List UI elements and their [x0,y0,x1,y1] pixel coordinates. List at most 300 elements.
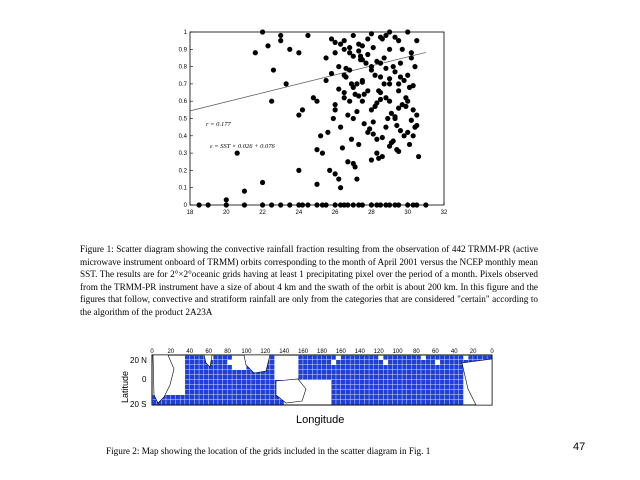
grid-cell [416,380,420,385]
grid-cell [379,385,383,390]
grid-cell [218,400,222,405]
grid-cell [246,380,250,385]
grid-cell [218,395,222,400]
grid-cell [355,380,359,385]
data-point [354,109,359,114]
grid-cell [327,355,331,360]
grid-cell [421,390,425,395]
grid-cell [454,370,458,375]
grid-cell [322,360,326,365]
grid-cell [355,390,359,395]
grid-cell [393,400,397,405]
data-point [369,157,374,162]
grid-cell [341,370,345,375]
grid-cell [195,400,199,405]
data-point [394,123,399,128]
grid-cell [407,360,411,365]
grid-cell [407,395,411,400]
grid-cell [459,385,463,390]
grid-cell [383,370,387,375]
grid-cell [317,365,321,370]
data-point [271,67,276,72]
grid-cell [218,380,222,385]
grid-cell [454,385,458,390]
data-point [414,112,419,117]
y-tick-label: 0.2 [178,168,187,175]
grid-cell [369,385,373,390]
grid-cell [303,370,307,375]
data-point [242,202,247,207]
grid-cell [407,380,411,385]
grid-cell [426,385,430,390]
grid-cell [416,365,420,370]
data-point [296,112,301,117]
data-point [305,202,310,207]
grid-cell [421,400,425,405]
data-point [409,118,414,123]
grid-cell [313,375,317,380]
grid-cell [388,365,392,370]
grid-cell [350,355,354,360]
lon-tick-label: 120 [260,349,271,355]
grid-cell [180,395,184,400]
data-point [314,182,319,187]
grid-cell [256,375,260,380]
grid-cell [402,375,406,380]
data-point [398,61,403,66]
figure-2-caption: Figure 2: Map showing the location of the grids included in the scatter diagram in Fig. 1 [106,446,431,456]
grid-cell [440,355,444,360]
grid-cell [270,375,274,380]
grid-cell [355,395,359,400]
grid-cell [398,395,402,400]
data-point [351,161,356,166]
grid-cell [435,400,439,405]
grid-cell [412,380,416,385]
annotation-fit-equation: ε = SST × 0.026 + 0.076 [210,143,275,150]
grid-cell [213,360,217,365]
grid-cell [365,380,369,385]
grid-cell [369,380,373,385]
grid-cell [365,375,369,380]
grid-cell [416,390,420,395]
grid-cell [327,365,331,370]
data-point [371,119,376,124]
grid-cell [435,375,439,380]
grid-cell [346,365,350,370]
data-point [409,55,414,60]
grid-cell [185,365,189,370]
grid-cell [435,390,439,395]
y-tick-label: 0.1 [178,185,187,192]
grid-cell [369,395,373,400]
grid-cell [270,355,274,360]
grid-cell [388,375,392,380]
data-point [347,45,352,50]
y-tick-label: 1 [183,30,187,36]
data-point [318,133,323,138]
data-point [369,202,374,207]
data-point [391,64,396,69]
data-point [345,159,350,164]
grid-cell [388,385,392,390]
page-number: 47 [573,441,586,453]
grid-cell [379,400,383,405]
grid-cell [223,375,227,380]
lon-tick-label: 160 [298,349,309,355]
grid-cell [185,380,189,385]
grid-cell [402,355,406,360]
grid-cell [213,395,217,400]
data-point [398,128,403,133]
grid-cell [322,355,326,360]
grid-cell [218,375,222,380]
grid-cell [223,400,227,405]
data-point [329,71,334,76]
grid-cell [350,395,354,400]
grid-cell [398,380,402,385]
grid-cell [369,390,373,395]
grid-cell [218,385,222,390]
grid-cell [256,390,260,395]
grid-cell [445,385,449,390]
grid-cell [450,360,454,365]
grid-cell [388,355,392,360]
grid-cell [421,360,425,365]
grid-cell [251,395,255,400]
scatter-points [196,29,428,207]
grid-cell [185,390,189,395]
grid-cell [213,355,217,360]
data-point [387,47,392,52]
data-point [342,95,347,100]
x-tick-label: 18 [186,210,194,216]
grid-cell [190,390,194,395]
x-tick-label: 28 [368,210,375,216]
grid-cell [388,370,392,375]
grid-cell [251,380,255,385]
grid-cell [204,390,208,395]
plot-frame [190,32,444,205]
grid-cell [261,385,265,390]
grid-cell [237,375,241,380]
grid-cell [445,375,449,380]
data-point [333,102,338,107]
grid-cell [204,385,208,390]
data-point [387,81,392,86]
grid-cell [256,380,260,385]
grid-cell [412,365,416,370]
grid-cell [412,400,416,405]
data-point [296,168,301,173]
data-point [338,202,343,207]
grid-cell [374,380,378,385]
data-point [392,114,397,119]
data-point [349,81,354,86]
grid-cell [336,360,340,365]
data-point [323,55,328,60]
grid-cell [431,360,435,365]
data-point [356,48,361,53]
grid-cell [440,360,444,365]
grid-cell [317,375,321,380]
grid-cell [398,385,402,390]
grid-cell [374,395,378,400]
grid-cell [232,370,236,375]
grid-cell [383,365,387,370]
data-point [342,73,347,78]
data-point [392,35,397,40]
data-point [374,59,379,64]
grid-cell [331,380,335,385]
grid-cell [374,365,378,370]
lon-tick-label: 60 [431,349,439,355]
grid-cell [402,385,406,390]
grid-cell [454,395,458,400]
grid-cell [246,370,250,375]
grid-cell [383,375,387,380]
x-tick-label: 20 [222,210,230,216]
grid-cell [398,365,402,370]
grid-cell [355,375,359,380]
y-tick-label: 0.3 [178,151,187,158]
grid-cell [393,355,397,360]
grid-cell [270,400,274,405]
grid-cell [350,385,354,390]
grid-cell [346,370,350,375]
grid-cell [478,355,482,360]
data-point [356,142,361,147]
grid-cell [350,375,354,380]
y-tick-label: 0.9 [178,47,187,54]
grid-cell [237,370,241,375]
data-point [320,151,325,156]
grid-cell [228,390,232,395]
data-point [320,202,325,207]
grid-cell [421,380,425,385]
grid-cell [308,365,312,370]
grid-cell [185,360,189,365]
grid-cell [199,390,203,395]
grid-cell [265,380,269,385]
x-tick-label: 22 [259,210,266,216]
grid-cell [195,360,199,365]
data-point [405,29,410,34]
grid-cell [251,385,255,390]
data-point [391,138,396,143]
x-tick-label: 32 [440,210,448,216]
grid-cell [435,365,439,370]
grid-cell [185,385,189,390]
figure-1-caption: Figure 1: Scatter diagram showing the convective rainfall fraction resulting from the observation of 442 TRMM-PR (active microwave instrument onboard of TRMM) orbits corresponding to the month of April 2001 versus the NCEP monthly mean SST. The results are for 2°×2°oceanic grids having at least 1 precipitating pixel over the period of a month. Pixels observed from the TRMM-PR instrument have a size of about 4 km and the swath of the orbit is about 200 km. In this figure and the figures that follow, convective and stratiform rainfall are only from the categories that are considered "certain" according to the algorithm of the product 2A23A [80,244,538,317]
grid-cell [261,395,265,400]
data-point [411,133,416,138]
grid-cell [218,365,222,370]
grid-cell [195,385,199,390]
grid-cell [374,375,378,380]
grid-cell [336,385,340,390]
data-point [354,176,359,181]
data-point [314,147,319,152]
data-point [224,197,229,202]
grid-cell [450,380,454,385]
grid-cell [421,375,425,380]
grid-cell [275,400,279,405]
grid-cell [303,375,307,380]
data-point [387,144,392,149]
data-point [336,86,341,91]
grid-cell [213,400,217,405]
grid-cell [426,370,430,375]
grid-cell [450,375,454,380]
grid-cell [360,370,364,375]
grid-cell [459,380,463,385]
lon-tick-label: 120 [373,349,384,355]
lon-tick-label: 160 [335,349,346,355]
grid-cell [459,390,463,395]
grid-cell [431,385,435,390]
grid-cell [426,400,430,405]
data-point [396,106,401,111]
grid-cell [331,355,335,360]
grid-cell [270,395,274,400]
grid-cell [346,400,350,405]
data-point [394,147,399,152]
data-point [380,36,385,41]
grid-cell [246,390,250,395]
grid-cell [369,400,373,405]
data-point [296,50,301,55]
longitude-tick-labels [150,349,494,355]
grid-cell [152,400,156,405]
data-point [311,95,316,100]
map-x-axis-label: Longitude [296,414,345,426]
grid-cell [445,360,449,365]
data-point [340,145,345,150]
grid-cell [355,400,359,405]
grid-cell [298,365,302,370]
grid-cell [256,385,260,390]
grid-cell [199,370,203,375]
data-point [360,80,365,85]
grid-cell [369,375,373,380]
grid-cell [161,400,165,405]
grid-cell [350,400,354,405]
grid-cell [336,365,340,370]
grid-cell [336,395,340,400]
grid-cell [445,370,449,375]
data-point [260,29,265,34]
data-point [287,47,292,52]
grid-cell [303,360,307,365]
grid-cell [223,370,227,375]
data-point [383,95,388,100]
grid-cell [412,355,416,360]
grid-cell [412,390,416,395]
grid-cell [199,365,203,370]
grid-cell [374,355,378,360]
grid-cell [346,380,350,385]
data-point [378,74,383,79]
grid-cell [416,375,420,380]
grid-cell [237,390,241,395]
data-point [278,202,283,207]
grid-cell [223,385,227,390]
grid-cell [365,385,369,390]
y-tick-label: 0.8 [178,64,187,71]
data-point [380,135,385,140]
data-point [360,99,365,104]
grid-cell [190,400,194,405]
grid-cell [379,380,383,385]
grid-cell [232,385,236,390]
grid-cell [360,385,364,390]
data-point [382,81,387,86]
grid-cell [327,370,331,375]
data-point [405,99,410,104]
data-point [253,50,258,55]
grid-cell [388,390,392,395]
grid-cell [350,365,354,370]
grid-cell [416,370,420,375]
grid-cell [195,375,199,380]
grid-cell [327,375,331,380]
data-point [242,189,247,194]
grid-cell [459,375,463,380]
grid-cell [355,370,359,375]
grid-cell [317,355,321,360]
lon-tick-label: 40 [450,349,458,355]
grid-cell [331,375,335,380]
grid-cell [195,390,199,395]
grid-cell [383,380,387,385]
x-tick-label: 24 [295,210,303,216]
scatter-plot [160,22,460,222]
grid-cell [199,395,203,400]
grid-cell [331,385,335,390]
grid-cell [440,400,444,405]
data-point [336,176,341,181]
grid-cell [459,355,463,360]
data-point [323,78,328,83]
grid-cell [402,380,406,385]
grid-cell [242,395,246,400]
data-point [365,36,370,41]
grid-cell [180,400,184,405]
data-point [376,88,381,93]
grid-cell [355,365,359,370]
grid-cell [393,375,397,380]
grid-cell [204,380,208,385]
grid-cell [228,375,232,380]
grid-cell [209,380,213,385]
grid-cell [190,385,194,390]
grid-cell [213,365,217,370]
grid-cell [303,365,307,370]
grid-cell [209,390,213,395]
grid-cell [228,370,232,375]
grid-cell [313,365,317,370]
data-point [369,31,374,36]
grid-cell [369,360,373,365]
grid-cell [199,400,203,405]
grid-cell [402,365,406,370]
grid-location-map [120,345,510,435]
grid-cell [440,375,444,380]
grid-cell [223,360,227,365]
data-point [362,121,367,126]
grid-cell [440,380,444,385]
